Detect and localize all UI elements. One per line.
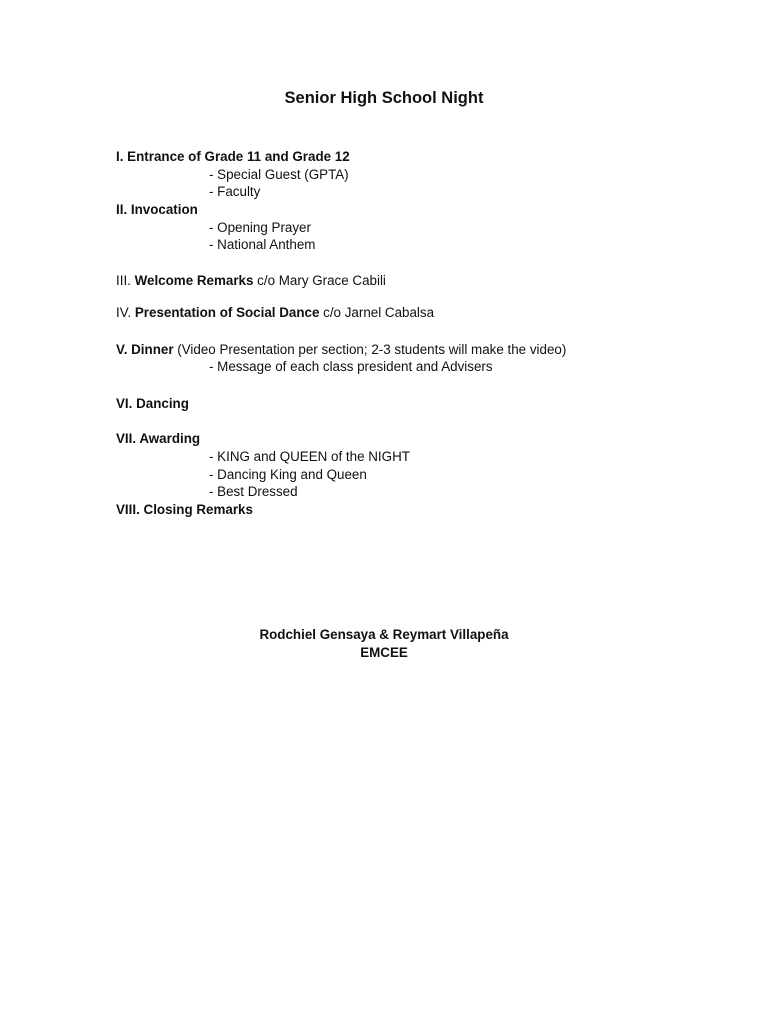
section-detail: c/o Jarnel Cabalsa — [319, 305, 435, 320]
section-heading: V. Dinner — [116, 342, 174, 357]
section-heading: Welcome Remarks — [134, 273, 254, 288]
signature-names: Rodchiel Gensaya & Reymart Villapeña — [259, 627, 509, 642]
section-detail: (Video Presentation per section; 2-3 students will make the video) — [173, 342, 567, 357]
list-item: - Special Guest (GPTA) — [209, 167, 349, 182]
list-item: - Message of each class president and Advisers — [209, 359, 493, 374]
list-item: - Best Dressed — [209, 484, 298, 499]
section-line — [116, 304, 434, 321]
list-item: - Dancing King and Queen — [209, 467, 367, 482]
section-line — [116, 341, 566, 358]
document-title: Senior High School Night — [284, 89, 484, 107]
section-heading: Presentation of Social Dance — [134, 305, 320, 320]
section-numeral: III. — [116, 273, 135, 288]
list-item: - National Anthem — [209, 237, 316, 252]
section-heading: VII. Awarding — [116, 431, 201, 446]
list-item: - Faculty — [209, 184, 261, 199]
section-numeral: IV. — [116, 305, 135, 320]
section-line — [116, 272, 386, 289]
signature-role: EMCEE — [360, 645, 408, 660]
section-detail: c/o Mary Grace Cabili — [253, 273, 386, 288]
list-item: - KING and QUEEN of the NIGHT — [209, 449, 410, 464]
section-heading: VI. Dancing — [116, 396, 189, 411]
section-heading: I. Entrance of Grade 11 and Grade 12 — [116, 149, 350, 164]
list-item: - Opening Prayer — [209, 220, 311, 235]
section-heading: II. Invocation — [116, 202, 198, 217]
section-heading: VIII. Closing Remarks — [116, 502, 253, 517]
